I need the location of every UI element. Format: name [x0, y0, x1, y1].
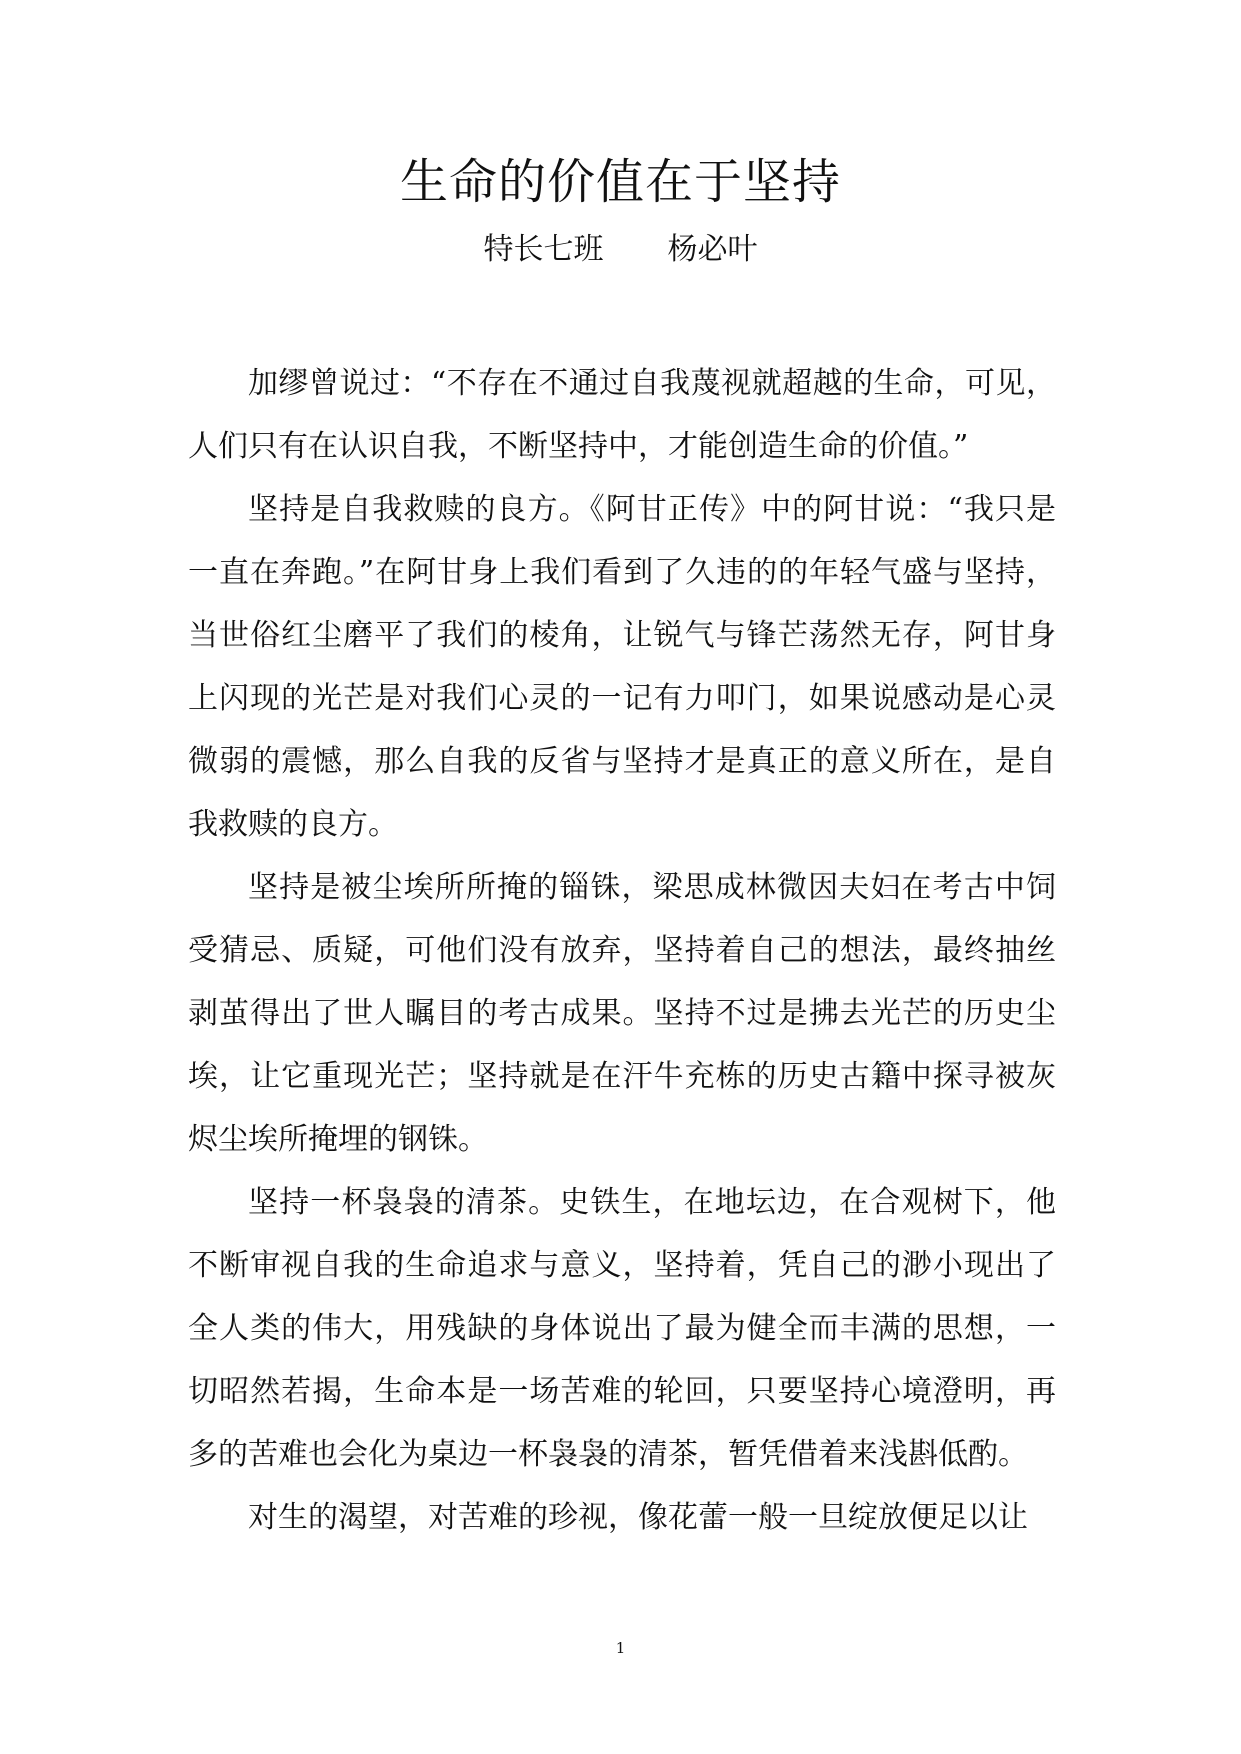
- class-name: 特长七班: [483, 232, 604, 267]
- document-title: 生命的价值在于坚持: [399, 154, 841, 210]
- paragraph-5: 对生的渴望，对苦难的珍视，像花蕾一般一旦绽放便足以让: [248, 1500, 1028, 1535]
- author-name: 杨必叶: [667, 232, 758, 267]
- essay-body: [188, 352, 1056, 1549]
- paragraph-4: 坚持一杯袅袅的清茶。史铁生，在地坛边，在合观树下，他不断审视自我的生命追求与意义，坚持着，凭自己的渺小现出了全人类的伟大，用残缺的身体说出了最为健全而丰满的思想，一切昭然若揭，生命本是一场苦难的轮回，只要坚持心境澄明，再多的苦难也会化为桌边一杯袅袅的清茶，暂凭借着来浅斟低酌。: [188, 1185, 1056, 1472]
- page-number: 1: [615, 1639, 626, 1657]
- paragraph-1: 加缪曾说过：“不存在不通过自我蔑视就超越的生命，可见，人们只有在认识自我，不断坚持中，才能创造生命的价值。”: [188, 366, 1056, 464]
- byline: [0, 228, 1241, 272]
- paragraph-2: 坚持是自我救赎的良方。《阿甘正传》中的阿甘说：“我只是一直在奔跑。”在阿甘身上我们看到了久违的的年轻气盛与坚持，当世俗红尘磨平了我们的棱角，让锐气与锋芒荡然无存，阿甘身上闪现的光芒是对我们心灵的一记有力叩门，如果说感动是心灵微弱的震憾，那么自我的反省与坚持才是真正的意义所在，是自我救赎的良方。: [188, 492, 1056, 842]
- paragraph-3: 坚持是被尘埃所所掩的锱铢，梁思成林微因夫妇在考古中饲受猜忌、质疑，可他们没有放弃，坚持着自己的想法，最终抽丝剥茧得出了世人瞩目的考古成果。坚持不过是拂去光芒的历史尘埃，让它重现光芒；坚持就是在汗牛充栋的历史古籍中探寻被灰烬尘埃所掩埋的钢铢。: [188, 870, 1056, 1157]
